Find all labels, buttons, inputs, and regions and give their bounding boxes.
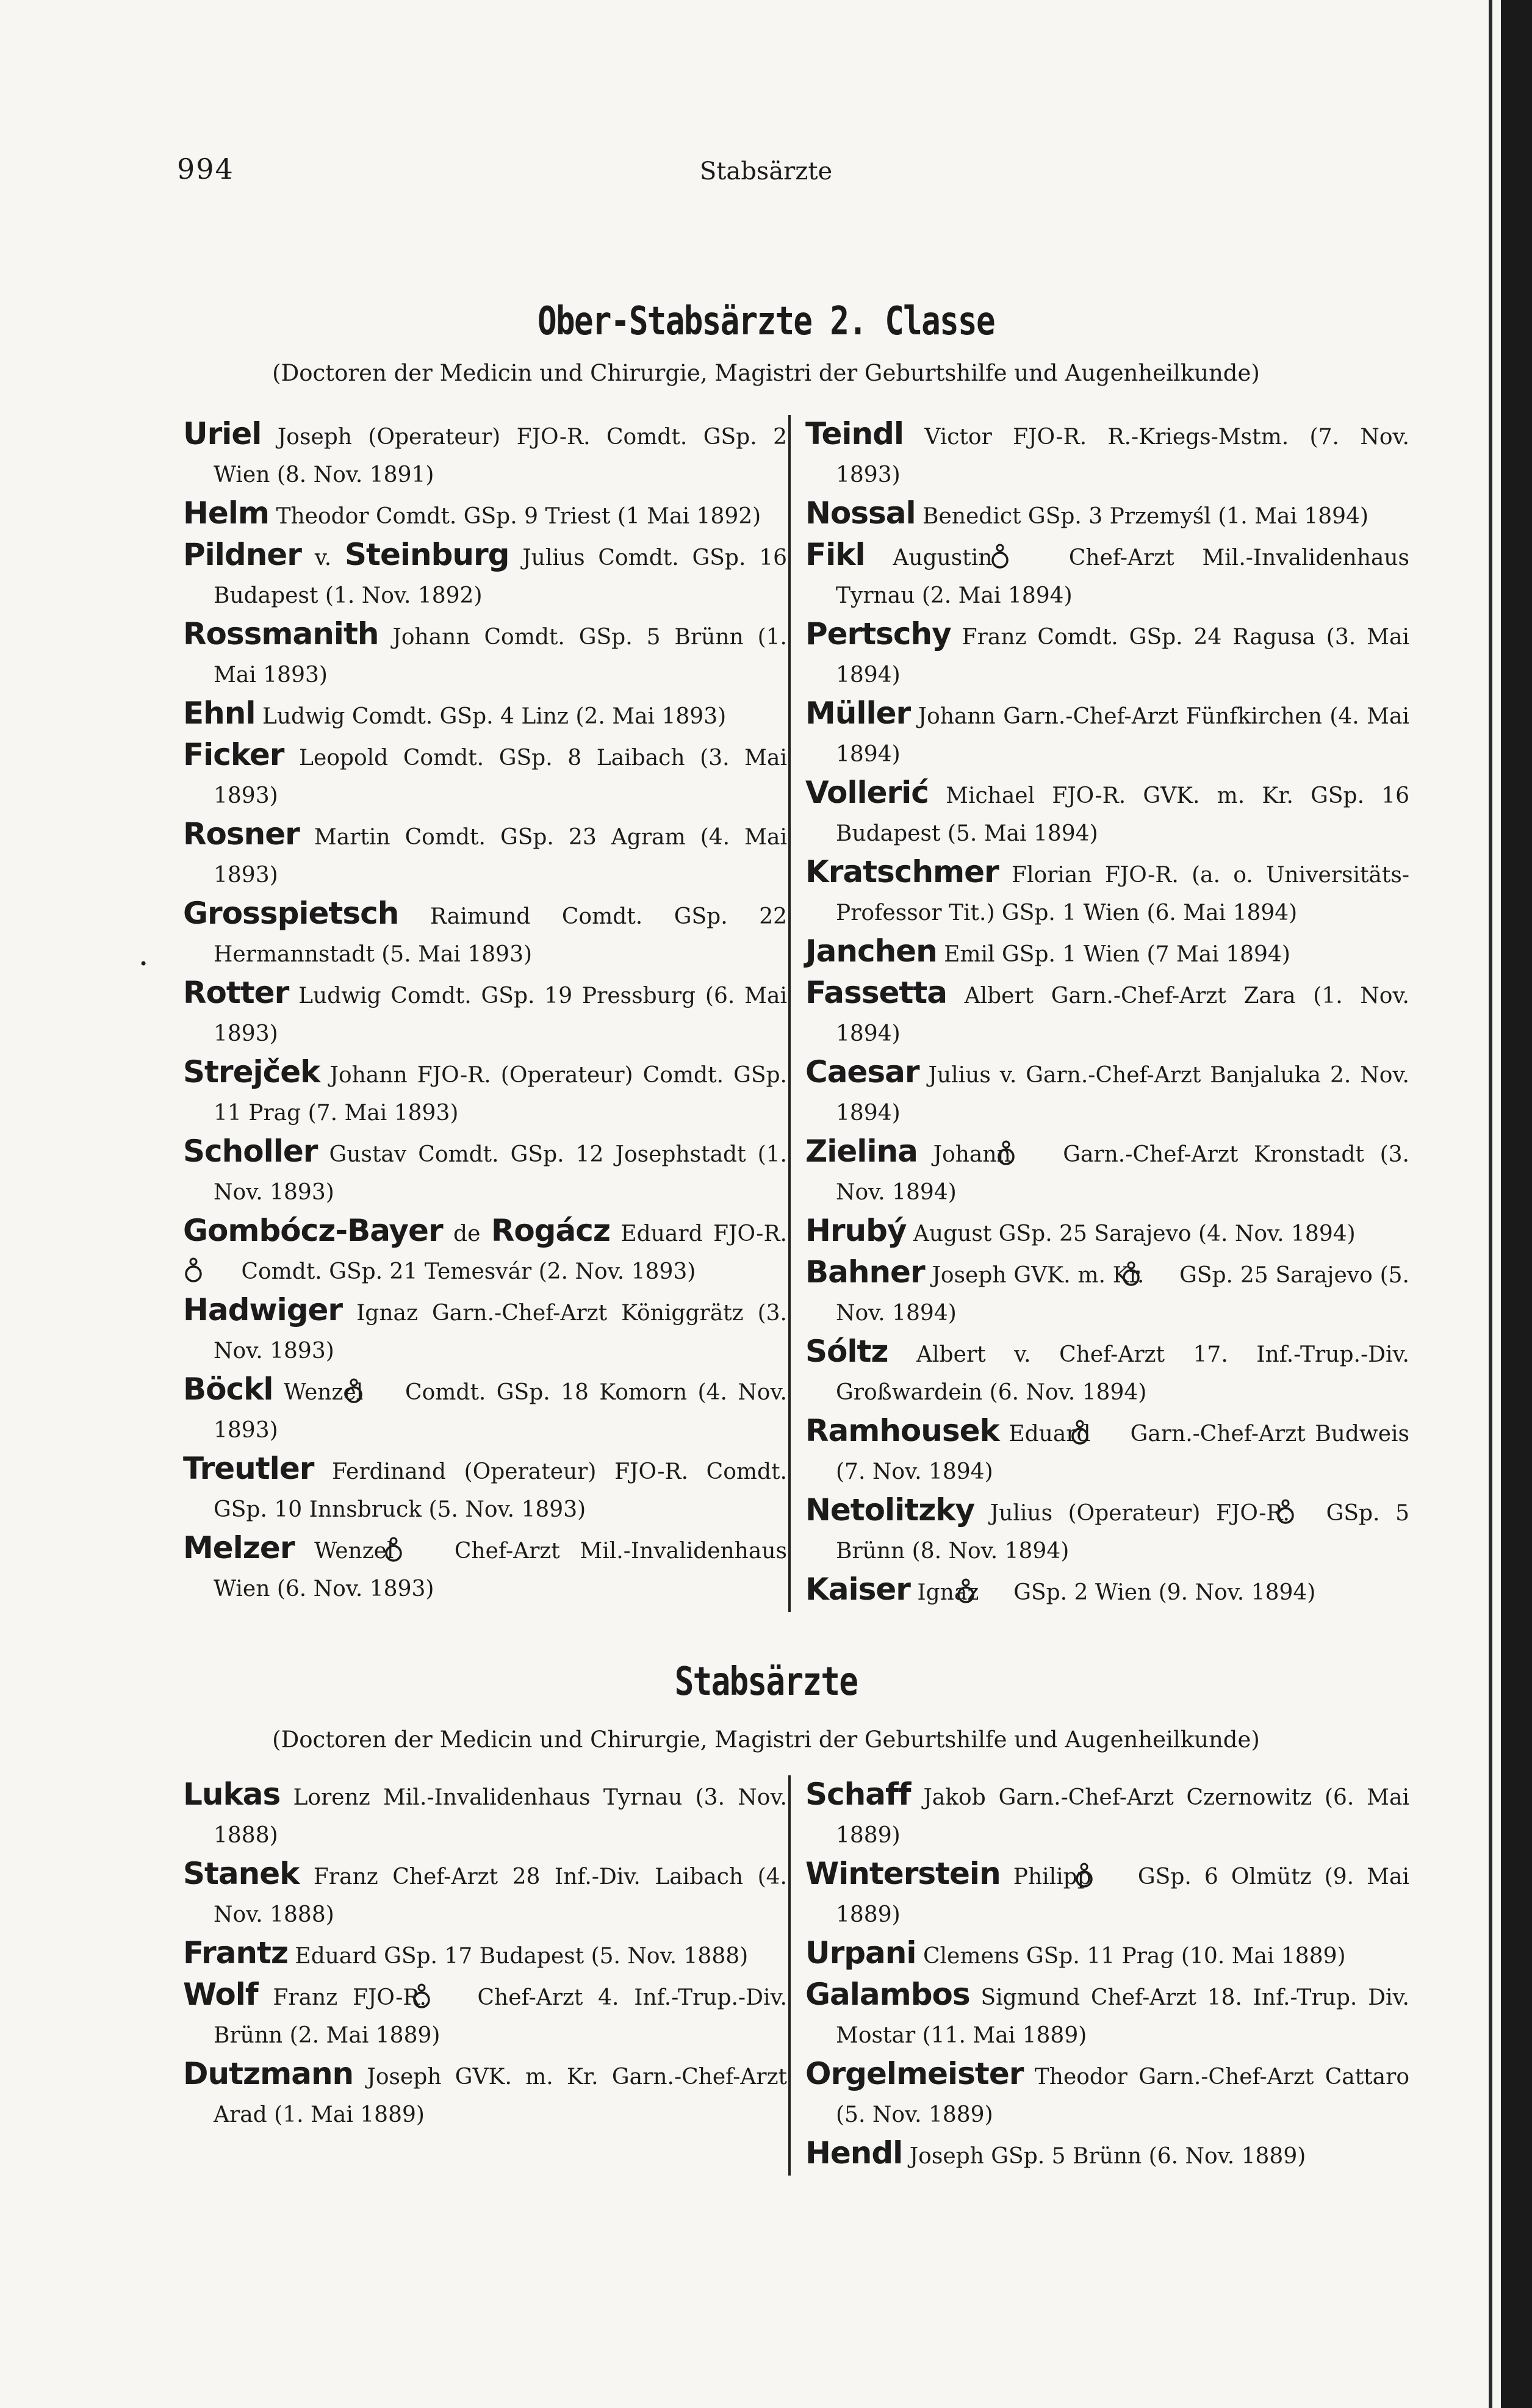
entry-details: Johann bbox=[917, 1142, 1011, 1167]
register-entry bbox=[805, 1775, 1409, 1855]
entry-details: Joseph GSp. 5 Brünn (6. Nov. 1889) bbox=[902, 2144, 1306, 2169]
order-decoration-icon bbox=[214, 1257, 234, 1284]
surname: Rotter bbox=[183, 975, 289, 1010]
surname: Hrubý bbox=[805, 1213, 907, 1248]
surname: Böckl bbox=[183, 1371, 273, 1407]
entry-details: Johann Garn.-Chef-Arzt Fünfkirchen (4. Mai 1894) bbox=[836, 704, 1409, 767]
surname: Nossal bbox=[805, 495, 916, 531]
surname: Helm bbox=[183, 495, 269, 531]
surname: Zielina bbox=[805, 1134, 918, 1169]
entry-details: Ferdinand (Operateur) FJO-R. Comdt. GSp. 10 Innsbruck (5. Nov. 1893) bbox=[214, 1459, 787, 1522]
entry-details-continued: Chef-Arzt Mil.-Invalidenhaus Wien (6. Nov. 1893) bbox=[214, 1539, 787, 1601]
entry-details: Sigmund Chef-Arzt 18. Inf.-Trup. Div. Mostar (11. Mai 1889) bbox=[836, 1985, 1409, 2048]
register-entry bbox=[805, 415, 1409, 494]
surname: Galambos bbox=[805, 1977, 970, 2012]
entry-details: Joseph GVK. m. Kr. Garn.-Chef-Arzt Arad (1. Mai 1889) bbox=[214, 2065, 787, 2127]
surname: Sóltz bbox=[805, 1334, 888, 1369]
register-entry bbox=[183, 894, 787, 974]
register-entry bbox=[805, 1934, 1409, 1975]
surname: Winterstein bbox=[805, 1856, 1001, 1891]
entry-details: Eduard FJO-R. bbox=[610, 1221, 787, 1246]
register-entry bbox=[183, 1934, 787, 1975]
entry-details: Benedict GSp. 3 Przemyśl (1. Mai 1894) bbox=[915, 504, 1369, 529]
register-entry bbox=[805, 615, 1409, 694]
register-entry bbox=[805, 2055, 1409, 2134]
surname: Frantz bbox=[183, 1935, 288, 1971]
register-entry bbox=[805, 494, 1409, 536]
register-entry bbox=[805, 1253, 1409, 1332]
surname: Schaff bbox=[805, 1777, 911, 1812]
surname: Hadwiger bbox=[183, 1292, 343, 1328]
register-entry bbox=[183, 536, 787, 615]
surname: Stanek bbox=[183, 1856, 300, 1891]
surname: Lukas bbox=[183, 1777, 281, 1812]
surname: Müller bbox=[805, 695, 911, 731]
register-entry bbox=[805, 1132, 1409, 1212]
entry-details: Theodor Garn.-Chef-Arzt Cattaro (5. Nov. 1889) bbox=[836, 2065, 1409, 2127]
running-head: Stabsärzte bbox=[699, 157, 833, 185]
surname: Vollerić bbox=[805, 775, 929, 810]
order-decoration-icon bbox=[986, 1578, 1007, 1605]
register-entry bbox=[183, 494, 787, 536]
register-entry bbox=[183, 815, 787, 894]
entry-details: Clemens GSp. 11 Prag (10. Mai 1889) bbox=[916, 1944, 1346, 1969]
section-subtitle-stabs: (Doctoren der Medicin und Chirurgie, Magistri der Geburtshilfe und Augenheilkunde) bbox=[272, 1727, 1260, 1753]
surname-second: Steinburg bbox=[345, 537, 509, 572]
entry-details-continued: Comdt. GSp. 21 Temesvár (2. Nov. 1893) bbox=[234, 1259, 696, 1284]
register-entry bbox=[805, 774, 1409, 853]
entry-details: Raimund Comdt. GSp. 22 Hermannstadt (5. Mai 1893) bbox=[214, 904, 787, 967]
surname: Urpani bbox=[805, 1935, 916, 1971]
register-entry bbox=[183, 1450, 787, 1529]
entry-details: Albert v. Chef-Arzt 17. Inf.-Trup.-Div. Großwardein (6. Nov. 1894) bbox=[836, 1342, 1409, 1405]
entry-details-continued: GSp. 2 Wien (9. Nov. 1894) bbox=[1006, 1580, 1316, 1605]
order-decoration-icon bbox=[414, 1536, 434, 1563]
order-decoration-icon bbox=[442, 1983, 462, 2010]
entry-details: Florian FJO-R. (a. o. Universitäts-Professor Tit.) GSp. 1 Wien (6. Mai 1894) bbox=[836, 863, 1409, 925]
order-decoration-icon bbox=[1104, 1862, 1125, 1889]
entry-details: Victor FJO-R. R.-Kriegs-Mstm. (7. Nov. 1893) bbox=[836, 425, 1409, 487]
entry-details-continued: GSp. 25 Sarajevo (5. Nov. 1894) bbox=[836, 1263, 1409, 1326]
surname: Kaiser bbox=[805, 1572, 910, 1607]
ober-left-column bbox=[183, 415, 787, 1608]
register-entry bbox=[805, 1212, 1409, 1253]
entry-details: Lorenz Mil.-Invalidenhaus Tyrnau (3. Nov. 1888) bbox=[214, 1785, 787, 1848]
register-entry bbox=[805, 536, 1409, 615]
surname: Caesar bbox=[805, 1054, 919, 1090]
entry-details: Leopold Comdt. GSp. 8 Laibach (3. Mai 1893) bbox=[214, 746, 787, 808]
entry-details: Franz FJO-R. bbox=[257, 1985, 426, 2010]
order-decoration-icon bbox=[1306, 1498, 1326, 1525]
register-entry bbox=[805, 1855, 1409, 1934]
surname: Uriel bbox=[183, 416, 262, 451]
register-entry bbox=[805, 932, 1409, 974]
entry-details-continued: Chef-Arzt Mil.-Invalidenhaus Tyrnau (2. Mai 1894) bbox=[836, 545, 1410, 608]
surname: Fikl bbox=[805, 537, 865, 572]
entry-details: Emil GSp. 1 Wien (7 Mai 1894) bbox=[937, 942, 1290, 967]
register-entry bbox=[805, 2134, 1409, 2176]
register-entry bbox=[183, 1529, 787, 1608]
surname: Fassetta bbox=[805, 975, 947, 1010]
entry-details: Joseph GVK. m. Kr. bbox=[924, 1263, 1145, 1288]
surname: Kratschmer bbox=[805, 854, 999, 890]
order-decoration-icon bbox=[1100, 1419, 1121, 1446]
register-entry bbox=[183, 415, 787, 494]
register-entry bbox=[805, 694, 1409, 774]
register-entry bbox=[183, 1855, 787, 1934]
register-entry bbox=[183, 1053, 787, 1132]
surname: Strejček bbox=[183, 1054, 320, 1090]
entry-details: Johann FJO-R. (Operateur) Comdt. GSp. 11 Prag (7. Mai 1893) bbox=[214, 1063, 787, 1126]
entry-details: Wenzel bbox=[273, 1380, 364, 1405]
entry-details: Franz Chef-Arzt 28 Inf.-Div. Laibach (4. Nov. 1888) bbox=[214, 1864, 787, 1927]
surname: Ramhousek bbox=[805, 1413, 999, 1448]
surname: Wolf bbox=[183, 1977, 258, 2012]
entry-details: Gustav Comdt. GSp. 12 Josephstadt (1. Nov. 1893) bbox=[214, 1142, 787, 1205]
entry-details: August GSp. 25 Sarajevo (4. Nov. 1894) bbox=[906, 1221, 1356, 1246]
register-entry bbox=[183, 1212, 787, 1291]
register-entry bbox=[183, 1370, 787, 1450]
register-entry bbox=[183, 1775, 787, 1855]
entry-details-continued: Garn.-Chef-Arzt Budweis (7. Nov. 1894) bbox=[836, 1421, 1409, 1484]
entry-details: Jakob Garn.-Chef-Arzt Czernowitz (6. Mai 1889) bbox=[836, 1785, 1409, 1848]
entry-details: Philipp bbox=[1000, 1864, 1091, 1889]
surname: Netolitzky bbox=[805, 1492, 975, 1528]
entry-details: Franz Comdt. GSp. 24 Ragusa (3. Mai 1894) bbox=[836, 625, 1409, 688]
surname: Rosner bbox=[183, 816, 300, 852]
entry-details: Julius v. Garn.-Chef-Arzt Banjaluka 2. Nov. 1894) bbox=[836, 1063, 1409, 1126]
entry-details: Eduard GSp. 17 Budapest (5. Nov. 1888) bbox=[287, 1944, 749, 1969]
register-entry bbox=[183, 694, 787, 736]
register-entry bbox=[183, 615, 787, 694]
surname: Hendl bbox=[805, 2135, 903, 2171]
entry-details: Albert Garn.-Chef-Arzt Zara (1. Nov. 1894) bbox=[836, 983, 1409, 1046]
register-entry bbox=[805, 1570, 1409, 1612]
surname: Rossmanith bbox=[183, 616, 379, 652]
surname: Melzer bbox=[183, 1530, 295, 1565]
surname: Janchen bbox=[805, 933, 937, 969]
stabs-left-column bbox=[183, 1775, 787, 2134]
entry-details-continued: GSp. 5 Brünn (8. Nov. 1894) bbox=[836, 1501, 1409, 1564]
surname-second: Rogácz bbox=[491, 1213, 610, 1248]
page-number: 994 bbox=[177, 153, 234, 185]
surname: Orgelmeister bbox=[805, 2056, 1024, 2091]
entry-details-continued: GSp. 6 Olmütz (9. Mai 1889) bbox=[836, 1864, 1410, 1927]
section-subtitle-ober: (Doctoren der Medicin und Chirurgie, Magistri der Geburtshilfe und Augenheilkunde) bbox=[272, 360, 1260, 386]
entry-details: Wenzel bbox=[294, 1539, 394, 1564]
surname: Dutzmann bbox=[183, 2056, 354, 2091]
name-particle: de bbox=[442, 1221, 491, 1246]
margin-mark: • bbox=[139, 955, 148, 972]
register-entry bbox=[805, 1332, 1409, 1412]
entry-details: Eduard bbox=[999, 1421, 1091, 1447]
register-entry bbox=[805, 853, 1409, 932]
register-entry bbox=[805, 974, 1409, 1053]
entry-details: Joseph (Operateur) FJO-R. Comdt. GSp. 2 Wien (8. Nov. 1891) bbox=[214, 425, 787, 487]
order-decoration-icon bbox=[1026, 1140, 1047, 1166]
register-entry bbox=[183, 736, 787, 815]
surname: Scholler bbox=[183, 1134, 318, 1169]
entry-details: Theodor Comdt. GSp. 9 Triest (1 Mai 1892) bbox=[269, 504, 761, 529]
name-particle: v. bbox=[301, 545, 345, 570]
entry-details: Ludwig Comdt. GSp. 4 Linz (2. Mai 1893) bbox=[255, 704, 727, 729]
stabs-right-column bbox=[788, 1775, 1409, 2176]
surname: Teindl bbox=[805, 416, 904, 451]
entry-details-continued: Comdt. GSp. 18 Komorn (4. Nov. 1893) bbox=[214, 1380, 787, 1443]
register-entry bbox=[805, 1412, 1409, 1491]
register-entry bbox=[805, 1053, 1409, 1132]
surname: Bahner bbox=[805, 1254, 925, 1290]
surname: Pertschy bbox=[805, 616, 951, 652]
order-decoration-icon bbox=[1020, 543, 1041, 570]
entry-details: Julius Comdt. GSp. 16 Budapest (1. Nov. 1892) bbox=[214, 545, 788, 608]
surname: Grosspietsch bbox=[183, 896, 399, 931]
entry-details: Julius (Operateur) FJO-R. bbox=[974, 1501, 1290, 1526]
order-decoration-icon bbox=[374, 1378, 395, 1404]
register-entry bbox=[805, 1975, 1409, 2055]
surname: Ehnl bbox=[183, 695, 256, 731]
register-entry bbox=[183, 1975, 787, 2055]
ober-right-column bbox=[788, 415, 1409, 1612]
surname: Treutler bbox=[183, 1451, 314, 1486]
surname: Ficker bbox=[183, 737, 284, 772]
register-entry bbox=[183, 2055, 787, 2134]
surname: Pildner bbox=[183, 537, 301, 572]
entry-details: Johann Comdt. GSp. 5 Brünn (1. Mai 1893) bbox=[214, 625, 787, 688]
entry-details: Michael FJO-R. GVK. m. Kr. GSp. 16 Budapest (5. Mai 1894) bbox=[836, 783, 1409, 846]
entry-details: Martin Comdt. GSp. 23 Agram (4. Mai 1893) bbox=[214, 825, 787, 888]
entry-details: Ignaz Garn.-Chef-Arzt Königgrätz (3. Nov. 1893) bbox=[214, 1301, 787, 1364]
register-entry bbox=[183, 974, 787, 1053]
order-decoration-icon bbox=[1151, 1260, 1172, 1287]
entry-details: Augustin bbox=[865, 545, 993, 570]
entry-details-continued: Garn.-Chef-Arzt Kronstadt (3. Nov. 1894) bbox=[836, 1142, 1409, 1205]
register-entry bbox=[183, 1291, 787, 1370]
entry-details: Ignaz bbox=[910, 1580, 979, 1605]
section-title-stabsaerzte: Stabsärzte bbox=[674, 1659, 858, 1705]
register-entry bbox=[183, 1132, 787, 1212]
entry-details: Ludwig Comdt. GSp. 19 Pressburg (6. Mai 1893) bbox=[214, 983, 787, 1046]
entry-details-continued: Chef-Arzt 4. Inf.-Trup.-Div. Brünn (2. Mai 1889) bbox=[214, 1985, 787, 2048]
surname: Gombócz-Bayer bbox=[183, 1213, 443, 1248]
register-entry bbox=[805, 1491, 1409, 1570]
section-title-ober-stabsaerzte: Ober-Stabsärzte 2. Classe bbox=[538, 299, 994, 344]
